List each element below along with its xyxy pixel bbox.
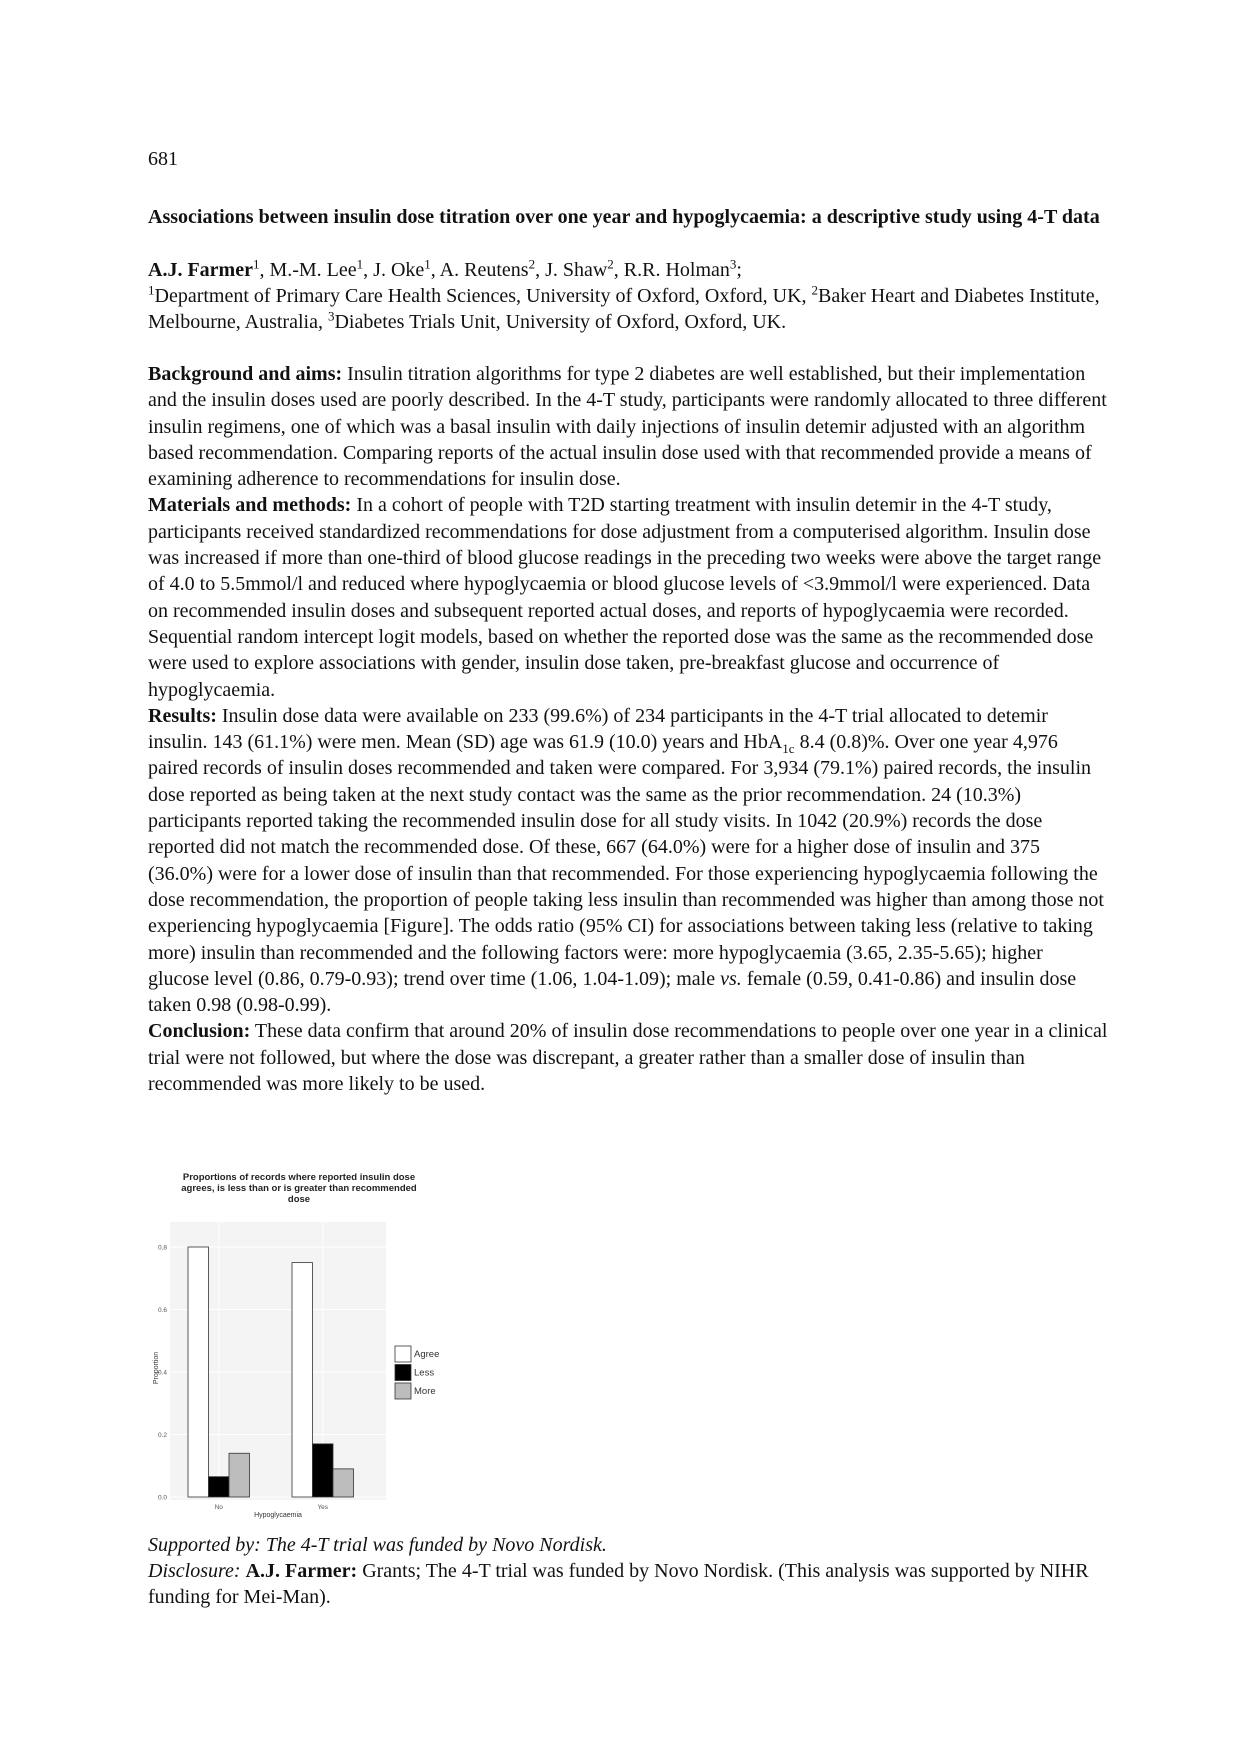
y-axis-label: Proportion (153, 1351, 160, 1385)
author-separator: , (535, 259, 546, 281)
supported-by: Supported by: The 4-T trial was funded by Novo Nordisk. (148, 1534, 607, 1556)
affiliation-mark: 2 (811, 282, 819, 298)
bar-less (209, 1477, 230, 1497)
methods-label: Materials and methods: (148, 494, 352, 517)
author-separator: , (613, 259, 624, 281)
author-separator: , (259, 259, 270, 281)
bar-agree (188, 1247, 209, 1497)
author-separator: , (430, 259, 440, 281)
disclosure-name: A.J. Farmer: (245, 1560, 358, 1582)
author-name: R.R. Holman (623, 259, 730, 281)
abstract-number: 681 (148, 148, 178, 170)
author-separator: ; (736, 259, 742, 281)
results-vs: vs. (720, 967, 742, 990)
x-tick-label: Yes (317, 1504, 329, 1511)
y-tick-label: 0.8 (157, 1244, 167, 1252)
author-affiliation-mark: 1 (252, 256, 260, 272)
author-name: A.J. Farmer (148, 259, 253, 281)
legend-label-agree: Agree (414, 1349, 440, 1360)
disclosure-text: Grants; The 4-T trial was funded by Novo Nordisk. (This analysis was supported by NIHR funding for Mei-Man). (148, 1560, 1089, 1608)
abstract-title: Associations between insulin dose titration over one year and hypoglycaemia: a descriptive study using 4-T data (148, 206, 1100, 228)
bar-less (313, 1444, 334, 1497)
background-text: Insulin titration algorithms for type 2 diabetes are well established, but their implementation and the insulin doses used are poorly described. In the 4-T study, participants were randomly allocated to three different insulin regimens, one of which was a basal insulin with daily injections of insulin detemir adjusted with an algorithm based recommendation. Comparing reports of the actual insulin dose used with that recommended provide a means of examining adherence to recommendations for insulin dose. (148, 363, 1107, 491)
author-affiliation-mark: 1 (424, 256, 431, 272)
legend-swatch-less (395, 1365, 411, 1381)
author-affiliation-mark: 3 (729, 256, 737, 272)
affiliation-text: Department of Primary Care Health Sciences, University of Oxford, Oxford, UK, (154, 285, 812, 307)
conclusion-paragraph (148, 1018, 1108, 1097)
affiliation-mark: 3 (327, 308, 335, 324)
bar-more (229, 1453, 250, 1497)
author-name: J. Oke (373, 259, 425, 281)
author-affiliation-mark: 2 (607, 256, 614, 272)
methods-paragraph (148, 492, 1108, 702)
results-paragraph (148, 703, 1108, 1019)
legend-label-more: More (414, 1386, 436, 1397)
disclosure (148, 1558, 1108, 1610)
author-separator: , (363, 259, 374, 281)
author-affiliation-mark: 2 (528, 256, 536, 272)
figure-bar-chart (148, 1172, 488, 1524)
author-name: A. Reutens (439, 259, 529, 281)
affiliation-text: Diabetes Trials Unit, University of Oxford, Oxford, UK. (334, 311, 787, 333)
chart-svg (148, 1172, 488, 1519)
legend-swatch-more (395, 1383, 411, 1399)
methods-text: In a cohort of people with T2D starting treatment with insulin detemir in the 4-T study, participants received standardized recommendations for dose adjustment from a computerised algorithm. Insulin dose was increased if more than one-third of blood glucose readings in the preceding two weeks were above the target range of 4.0 to 5.5mmol/l and reduced where hypoglycaemia or blood glucose levels of <3.9mmol/l were experienced. Data on recommended insulin doses and subsequent reported actual doses, and reports of hypoglycaemia were recorded. Sequential random intercept logit models, based on whether the reported dose was the same as the recommended dose were used to explore associations with gender, insulin dose taken, pre-breakfast glucose and occurrence of hypoglycaemia. (148, 494, 1102, 701)
affiliations (148, 283, 1108, 335)
background-label: Background and aims: (148, 363, 343, 385)
author-name: M.-M. Lee (269, 259, 357, 281)
y-tick-label: 0.0 (157, 1494, 167, 1502)
results-text-b: 8.4 (0.8)%. Over one year 4,976 paired records of insulin doses recommended and taken were compared. For 3,934 (79.1%) paired records, the insulin dose reported as being taken at the next study contact was the same as the prior recommendation. 24 (10.3%) participants reported taking the recommended insulin dose for all study visits. In 1042 (20.9%) records the dose reported did not match the recommended dose. Of these, 667 (64.0%) were for a higher dose of insulin and 375 (36.0%) were for a lower dose of insulin than that recommended. For those experiencing hypoglycaemia following the dose recommendation, the proportion of people taking less insulin than recommended was higher than among those not experiencing hypoglycaemia [Figure]. The odds ratio (95% CI) for associations between taking less (relative to taking more) insulin than recommended and the following factors were: more hypoglycaemia (3.65, 2.35-5.65); higher glucose level (0.86, 0.79-0.93); trend over time (1.06, 1.04-1.09); male (148, 731, 1104, 990)
hba1c-subscript: 1c (782, 741, 795, 757)
author-list (148, 257, 742, 283)
conclusion-text: These data confirm that around 20% of insulin dose recommendations to people over one year in a clinical trial were not followed, but where the dose was discrepant, a greater rather than a smaller dose of insulin than recommended was more likely to be used. (148, 1020, 1108, 1096)
affiliation-mark: 1 (148, 282, 155, 298)
results-text-a: Insulin dose data were available on 233 (99.6%) of 234 participants in the 4-T trial allocated to detemir insulin. 143 (61.1%) were men. Mean (SD) age was 61.9 (10.0) years and HbA (148, 704, 1048, 754)
y-tick-label: 0.6 (157, 1307, 167, 1314)
affiliation-text: Baker Heart and Diabetes Institute, Melbourne, Australia, (148, 285, 1100, 333)
chart-title: Proportions of records where reported insulin dose agrees, is less than or is greater than recommended dose (181, 1172, 417, 1205)
author-affiliation-mark: 1 (356, 256, 364, 272)
x-axis-label: Hypoglycaemia (254, 1512, 302, 1519)
results-text-c: female (0.59, 0.41-0.86) and insulin dose taken 0.98 (0.98-0.99). (148, 967, 1077, 1017)
bar-agree (292, 1263, 313, 1497)
results-label: Results: (148, 704, 217, 727)
y-tick-label: 0.2 (157, 1432, 167, 1439)
x-tick-label: No (214, 1504, 223, 1511)
y-tick-label: 0.4 (157, 1369, 167, 1377)
disclosure-label: Disclosure: (148, 1560, 241, 1582)
conclusion-label: Conclusion: (148, 1020, 251, 1043)
legend-swatch-agree (395, 1346, 411, 1362)
background-paragraph (148, 361, 1108, 492)
legend-label-less: Less (414, 1367, 435, 1379)
bar-more (333, 1469, 354, 1497)
abstract-body (148, 361, 1108, 1097)
author-name: J. Shaw (545, 259, 608, 281)
